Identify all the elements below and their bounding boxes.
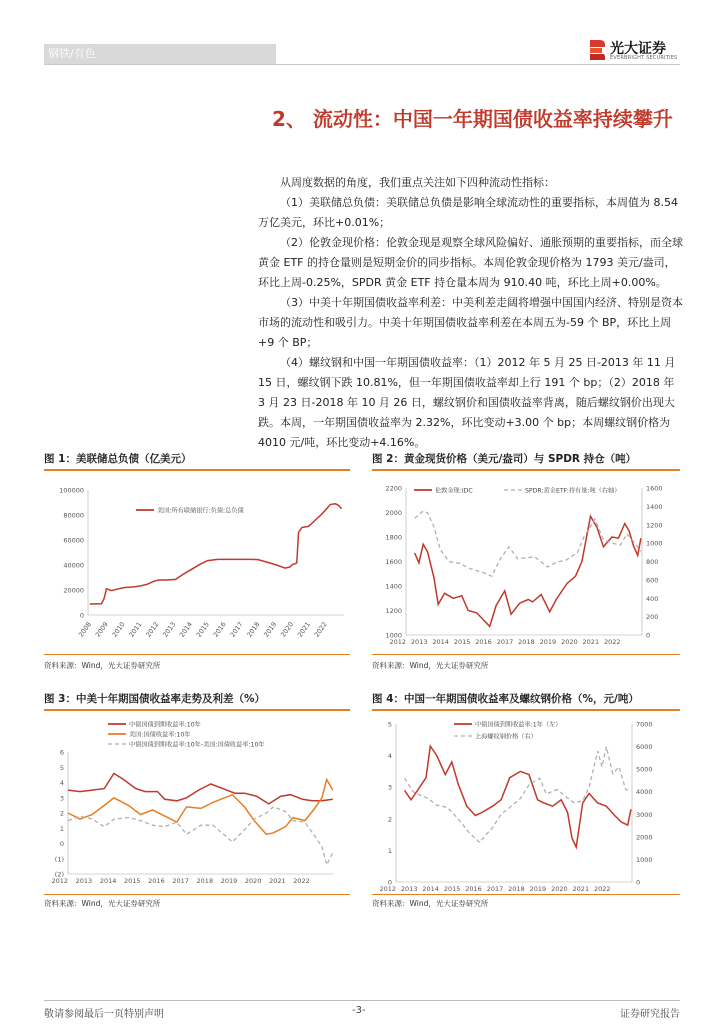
header-section-label: 钢铁/有色 [48,47,96,60]
y-tick-label: 60000 [63,536,84,545]
x-tick-label: 2017 [228,620,245,639]
body-paragraph-1: （1）美联储总负债：美联储总负债是影响全球流动性的重要指标，本周值为 8.54 万亿美元，环比+0.01%； [258,196,678,229]
y-tick-label: 4 [59,779,64,787]
x-tick-label: 2014 [432,638,449,646]
x-tick-label: 2021 [269,877,286,885]
y-right-tick-label: 3000 [636,810,653,819]
y-right-tick-label: 800 [646,558,659,566]
x-tick-label: 2022 [293,877,310,885]
x-tick-label: 2016 [211,620,228,639]
y-right-tick-label: 7000 [636,720,653,729]
x-tick-label: 2018 [518,638,535,646]
figure-4-chart [372,712,680,892]
legend-label: 中债国债到期收益率:10年 [129,721,201,729]
y-right-tick-label: 1600 [646,484,663,493]
body-paragraph-2: （2）伦敦金现价格：伦敦金现是观察全球风险偏好、通胀预期的重要指标，而全球黄金 ETF 的持仓量则是短期金价的同步指标。本周伦敦金现价格为 1793 美元/盎司，环比上周-0.25%，SPDR 黄金 ETF 持仓量本周为 910.40 吨，环比上周+0.00%。 [258,236,683,289]
x-tick-label: 2013 [410,638,428,646]
y-tick-label: 0 [387,878,392,887]
figure-1-chart [44,472,350,652]
y-tick-label: 40000 [63,561,84,570]
y-tick-label: 3 [59,794,64,803]
body-paragraph-4: （4）螺纹钢和中国一年期国债收益率：（1）2012 年 5 月 25 日-2013 年 11 月 15 日，螺纹钢下跌 10.81%，但一年期国债收益率却上行 191 个 bp；（2）2018 年 3 月 23 日-2018 年 10 月 26 日，螺纹钢价和国债收益率背离，随后螺纹钢价出现大跌。本周，一年期国债收益率为 2.32%，环比变动+3.00 个 bp；本周螺纹钢价格为 4010 元/吨，环比变动+4.16%。 [258,356,676,449]
y-right-tick-label: 4000 [636,788,653,797]
everbright-logo-icon [588,38,606,62]
y-tick-label: (2) [54,870,64,879]
x-tick-label: 2018 [508,885,525,892]
y-right-tick-label: 1000 [646,539,663,548]
y-right-tick-label: 1200 [646,521,663,530]
page-number: -3- [352,1005,366,1016]
x-tick-label: 2012 [144,620,161,639]
y-tick-label: 1200 [385,607,402,615]
figure-4-source: 资料来源：Wind，光大证券研究所 [372,899,489,908]
x-tick-label: 2014 [99,877,117,885]
series-line-3 [68,807,333,865]
x-tick-label: 2014 [422,885,439,892]
figure-2-rule [372,469,680,471]
company-name: 光大证券 [610,41,666,57]
x-tick-label: 2015 [194,620,211,639]
y-right-tick-label: 6000 [636,743,653,752]
x-tick-label: 2008 [76,620,94,639]
y-tick-label: 5 [59,763,64,772]
x-tick-label: 2019 [220,877,238,885]
figure-2-end-rule [372,654,680,655]
y-tick-label: 2200 [385,484,402,493]
x-tick-label: 2013 [400,885,418,892]
y-right-tick-label: 200 [646,613,659,622]
x-tick-label: 2012 [51,877,68,885]
figure-2-title: 图 2：黄金现货价格（美元/盎司）与 SPDR 持仓（吨） [372,453,637,465]
y-right-tick-label: 1400 [646,502,663,511]
x-tick-label: 2011 [127,620,144,639]
figure-1-title: 图 1：美联储总负债（亿美元） [44,453,192,465]
y-tick-label: 1000 [385,631,402,640]
x-tick-label: 2017 [486,885,504,892]
y-right-tick-label: 0 [646,631,651,640]
company-logo [588,36,682,66]
x-tick-label: 2010 [110,620,127,639]
footer-divider [44,1000,680,1001]
legend-label: 美国:国债收益率:10年 [129,731,191,739]
x-tick-label: 2020 [244,877,262,885]
y-tick-label: 1 [387,846,392,855]
series-line-1 [68,773,333,804]
y-tick-label: 5 [387,720,392,729]
series-line-1 [90,504,342,604]
series-line-1 [415,516,641,626]
figure-3-title: 图 3：中美十年期国债收益率走势及利差（%） [44,693,265,705]
x-tick-label: 2021 [582,638,600,646]
y-right-tick-label: 5000 [636,765,653,774]
footer-report-type: 证券研究报告 [620,1009,680,1020]
header-divider [44,64,680,65]
figure-1-source: 资料来源：Wind，光大证券研究所 [44,661,161,670]
company-subname: EVERBRIGHT SECURITIES [610,55,678,61]
x-tick-label: 2013 [161,620,178,639]
y-tick-label: 0 [59,840,64,848]
figure-1-rule [44,469,350,471]
body-intro: 从周度数据的角度，我们重点关注如下四种流动性指标： [280,176,555,189]
y-tick-label: 2 [59,809,64,818]
figure-3-chart [44,712,350,892]
y-tick-label: 2 [387,815,392,824]
y-tick-label: (1) [54,855,64,864]
legend-label: 中债国债到期收益率:10年-美国:国债收益率:10年 [129,741,265,749]
body-paragraph-3: （3）中美十年期国债收益率利差：中美利差走阔将增强中国国内经济、特别是资本市场的流动性和吸引力。中美十年期国债收益率利差在本周五为-59 个 BP，环比上周+9 个 BP； [258,296,683,349]
y-right-tick-label: 400 [646,594,659,603]
y-right-tick-label: 0 [636,878,641,887]
y-tick-label: 100000 [59,486,84,495]
series-line-1 [405,746,631,847]
x-tick-label: 2015 [443,885,461,892]
x-tick-label: 2022 [593,885,611,892]
x-tick-label: 2021 [295,620,312,639]
figure-2-chart [372,472,680,652]
figure-2-source: 资料来源：Wind，光大证券研究所 [372,661,489,670]
y-tick-label: 0 [79,611,84,620]
y-right-tick-label: 1000 [636,855,653,864]
x-tick-label: 2020 [551,885,568,892]
x-tick-label: 2019 [539,638,557,646]
y-tick-label: 1400 [385,582,402,591]
legend-label: 伦敦金现:IDC [435,487,473,495]
figure-4-rule [372,709,680,711]
y-tick-label: 1 [59,824,64,833]
y-right-tick-label: 2000 [636,833,653,842]
figure-1-end-rule [44,654,350,655]
x-tick-label: 2018 [245,620,262,639]
y-tick-label: 6 [59,748,64,757]
x-tick-label: 2020 [279,620,296,639]
y-tick-label: 3 [387,783,392,792]
section-title: 2、 流动性：中国一年期国债收益率持续攀升 [272,107,673,131]
x-tick-label: 2015 [123,877,141,885]
figure-4-end-rule [372,894,680,895]
x-tick-label: 2020 [561,638,578,646]
x-tick-label: 2012 [389,638,406,646]
y-right-tick-label: 600 [646,576,659,585]
x-tick-label: 2019 [262,620,279,639]
x-tick-label: 2019 [529,885,547,892]
legend-label: SPDR:黄金ETF:持有量:吨（右轴） [525,487,621,495]
figure-3-source: 资料来源：Wind，光大证券研究所 [44,899,161,908]
y-tick-label: 1800 [385,533,402,542]
x-tick-label: 2016 [148,877,165,885]
figure-3-rule [44,709,350,711]
x-tick-label: 2021 [572,885,590,892]
legend-label: 美国:所有联储银行:负债:总负债 [157,507,244,515]
figure-4-title: 图 4：中国一年期国债收益率及螺纹钢价格（%，元/吨） [372,693,639,705]
x-tick-label: 2017 [496,638,514,646]
footer-disclaimer-link[interactable]: 敬请参阅最后一页特别声明 [44,1009,164,1020]
body-text [258,173,684,453]
x-tick-label: 2018 [196,877,214,885]
x-tick-label: 2016 [475,638,492,646]
legend-label: 上海螺纹钢价格（右） [475,733,537,741]
x-tick-label: 2022 [603,638,621,646]
x-tick-label: 2014 [178,620,195,639]
x-tick-label: 2017 [172,877,189,885]
x-tick-label: 2015 [453,638,471,646]
y-tick-label: 80000 [63,511,84,520]
x-tick-label: 2012 [379,885,396,892]
x-tick-label: 2009 [93,620,110,639]
x-tick-label: 2016 [465,885,482,892]
y-tick-label: 20000 [63,586,84,595]
y-tick-label: 2000 [385,509,402,517]
y-tick-label: 1600 [385,558,402,566]
figure-3-end-rule [44,894,350,895]
legend-label: 中债国债到期收益率:1年（左） [475,721,562,729]
x-tick-label: 2013 [75,877,93,885]
x-tick-label: 2022 [312,620,329,639]
y-tick-label: 4 [387,752,392,761]
